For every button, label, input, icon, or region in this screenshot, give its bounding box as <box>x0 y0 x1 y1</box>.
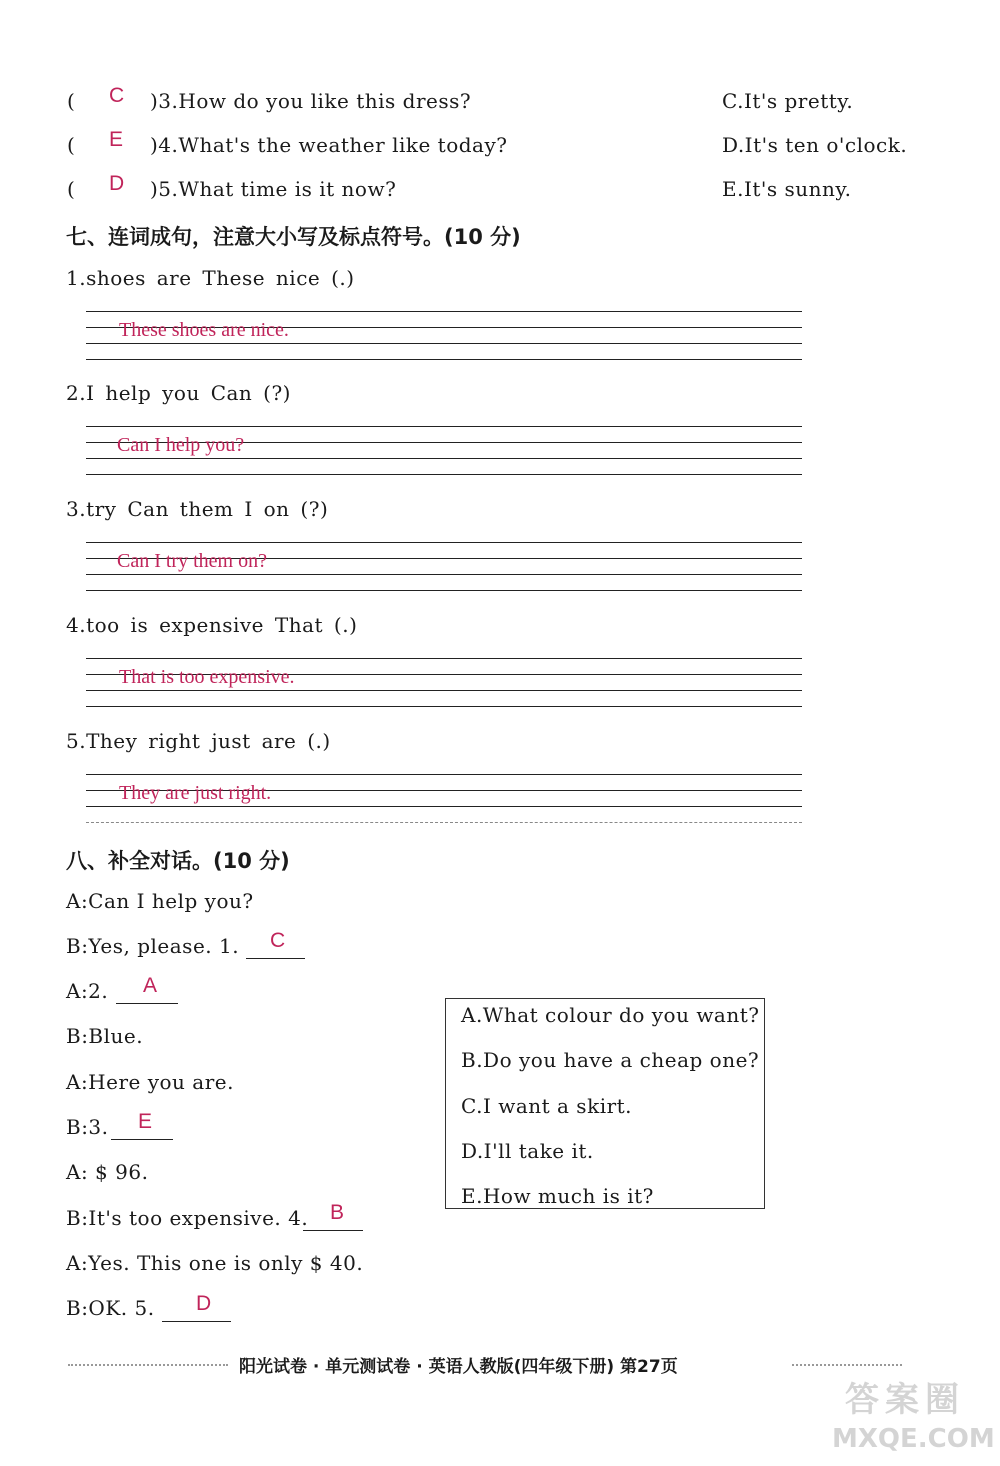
matching-option: C.It's pretty. <box>722 89 854 113</box>
sentence-prompt: 2.I help you Can (?) <box>66 381 291 405</box>
sentence-answer: They are just right. <box>119 782 272 804</box>
sentence-answer: That is too expensive. <box>119 666 295 688</box>
matching-question: )4.What's the weather like today? <box>150 133 508 157</box>
sentence-prompt: 3.try Can them I on (?) <box>66 497 329 521</box>
answer-blank <box>162 1321 231 1322</box>
writing-line <box>86 311 802 312</box>
writing-line <box>86 774 802 775</box>
sentence-prompt: 5.They right just are (.) <box>66 729 331 753</box>
writing-line <box>86 426 802 427</box>
option-item: C.I want a skirt. <box>461 1094 633 1118</box>
section-title: 七、连词成句，注意大小写及标点符号。(10 分) <box>66 225 521 249</box>
paren-open: ( <box>67 133 76 157</box>
answer-blank <box>246 958 305 959</box>
writing-line <box>86 542 802 543</box>
dialogue-line: B:OK. 5. <box>66 1296 155 1320</box>
writing-line <box>86 343 802 344</box>
dialogue-answer: A <box>143 974 158 997</box>
writing-line <box>86 590 802 591</box>
option-item: A.What colour do you want? <box>461 1003 760 1027</box>
footer-divider <box>792 1364 902 1366</box>
sentence-answer: These shoes are nice. <box>119 319 289 341</box>
watermark-url: MXQE.COM <box>832 1424 995 1454</box>
dialogue-line: B:Blue. <box>66 1024 144 1048</box>
dialogue-answer: E <box>138 1110 153 1133</box>
paren-open: ( <box>67 89 76 113</box>
answer-blank <box>111 1139 173 1140</box>
dialogue-line: A:Here you are. <box>66 1070 234 1094</box>
dialogue-line: A: $ 96. <box>66 1160 149 1184</box>
dialogue-answer: B <box>330 1201 345 1224</box>
writing-line <box>86 359 802 360</box>
sentence-prompt: 1.shoes are These nice (.) <box>66 266 355 290</box>
dialogue-answer: C <box>270 929 286 952</box>
option-item: E.How much is it? <box>461 1184 654 1208</box>
watermark-logo: 答案圈 <box>845 1380 965 1420</box>
footer-divider <box>68 1364 228 1366</box>
dialogue-line: B:Yes, please. 1. <box>66 934 240 958</box>
option-item: D.I'll take it. <box>461 1139 594 1163</box>
writing-line <box>86 574 802 575</box>
dialogue-line: B:3. <box>66 1115 109 1139</box>
writing-line <box>86 474 802 475</box>
sentence-answer: Can I try them on? <box>117 550 267 572</box>
answer-blank <box>116 1003 178 1004</box>
option-item: B.Do you have a cheap one? <box>461 1048 760 1072</box>
matching-answer: C <box>109 84 125 107</box>
matching-answer: D <box>109 172 125 195</box>
dialogue-answer: D <box>196 1292 212 1315</box>
matching-question: )5.What time is it now? <box>150 177 397 201</box>
writing-line <box>86 706 802 707</box>
matching-question: )3.How do you like this dress? <box>150 89 472 113</box>
writing-line <box>86 658 802 659</box>
dialogue-line: A:2. <box>66 979 109 1003</box>
matching-option: E.It's sunny. <box>722 177 852 201</box>
sentence-prompt: 4.too is expensive That (.) <box>66 613 358 637</box>
section-title: 八、补全对话。(10 分) <box>66 849 290 873</box>
options-box <box>445 998 765 1209</box>
writing-line <box>86 806 802 807</box>
matching-answer: E <box>109 128 124 151</box>
dialogue-line: B:It's too expensive. 4. <box>66 1206 309 1230</box>
answer-blank <box>303 1230 363 1231</box>
dialogue-line: A:Can I help you? <box>66 889 254 913</box>
paren-open: ( <box>67 177 76 201</box>
writing-line <box>86 822 802 823</box>
matching-option: D.It's ten o'clock. <box>722 133 908 157</box>
sentence-answer: Can I help you? <box>117 434 245 456</box>
dialogue-line: A:Yes. This one is only $ 40. <box>66 1251 364 1275</box>
page-footer: 阳光试卷 · 单元测试卷 · 英语人教版(四年级下册) 第27页 <box>239 1357 678 1377</box>
writing-line <box>86 690 802 691</box>
writing-line <box>86 458 802 459</box>
